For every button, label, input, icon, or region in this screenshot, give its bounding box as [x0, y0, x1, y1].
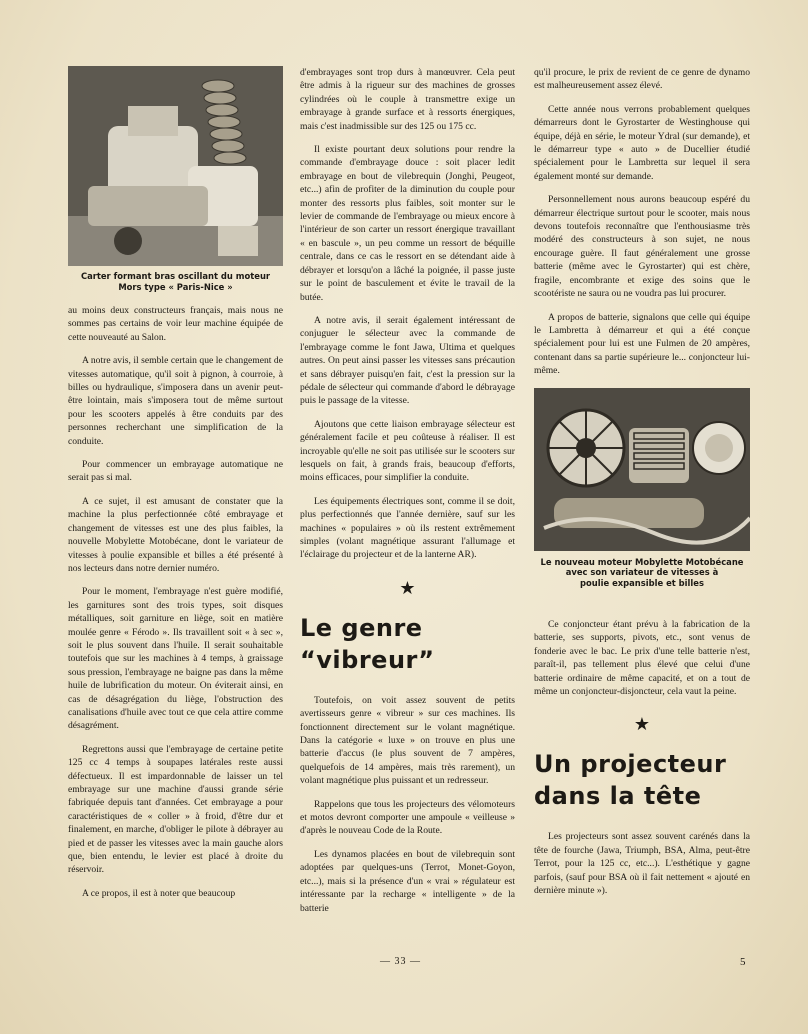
- column-2: [300, 66, 515, 925]
- caption-line-1: Le nouveau moteur Mobylette Motobécane avec son variateur de vitesses à: [540, 556, 744, 578]
- paragraph: qu'il procure, le prix de revient de ce genre de dynamo est malheureusement assez élevé.: [534, 67, 750, 92]
- paragraph: A ce propos, il est à noter que beaucoup: [82, 887, 236, 899]
- section-heading-vibreur: [300, 612, 515, 676]
- star-ornament: ★: [633, 714, 651, 735]
- paragraph: Pour commencer un embrayage automatique ne serait pas si mal.: [68, 459, 283, 484]
- photo-caption-mobylette: [534, 557, 750, 589]
- photo-caption-mors: [68, 271, 283, 292]
- paragraph: A propos de batterie, signalons que celle qui équipe le Lambretta à démarreur et qui a été conçue spécialement pour lui est une Fulmen de 20 ampères, contenant dans sa partie supérieure le... conjoncteur lui-même.: [534, 311, 750, 377]
- paragraph: Les dynamos placées en bout de vilebrequin sont adoptées par quelques-uns (Terrot, Monet-Goyon, etc...), mais si la présence d'un « vrai » régulateur est intéressante par la recharge « intelligente » de la batterie: [300, 848, 515, 914]
- column-3: [534, 66, 750, 908]
- paragraph: Pour le moment, l'embrayage n'est guère modifié, les garnitures sont des trois types, soit disques métalliques, soit garniture en liège, soit en matière moulée genre « Férodo ». Ils travaillent soit « à sec », soit le plus souvent dans l'huile. Il serait souhaitable toutefois que sur les machines à 4 temps, à graissage sous pression, l'embrayage ne baigne pas dans la même huile de lubrification du moteur. On éviterait ainsi, en cas de désagrégation du liège, l'obstruction des canalisations d'huile avec tout ce que cela attire comme désagrément.: [68, 586, 283, 732]
- mobylette-engine-illustration: [534, 388, 750, 551]
- heading-line-1: Un projecteur: [534, 750, 727, 779]
- caption-line-2: poulie expansible et billes: [580, 577, 704, 588]
- paragraph: Les projecteurs sont assez souvent carénés dans la tête de fourche (Jawa, Triumph, BSA, Alma, peut-être Terrot, pour la 125 cc, etc...). L'esthétique y gagne parfois, (sauf pour BSA où il fait nettement « ajouté en dernière minute »).: [534, 831, 750, 897]
- engine-illustration: [68, 66, 283, 266]
- paragraph: Il existe pourtant deux solutions pour rendre la commande d'embrayage douce : soit placer ledit embrayage en bout de vilebrequin (Jonghi, Peugeot, etc...) afin de profiter de la diminution du couple pour monter des ressorts plus faibles, soit monter sur le levier de commande de l'embrayage ou mieux encore à l'intérieur de son carter un ressort énergique travaillant « en bascule », un peu comme un ressort de béquille centrale, dans ce cas le ressort en se détendant aide à débrayer et lorsqu'on a lâché la poignée, il passe juste sur le point de basculement et évite le travail de la butée.: [300, 144, 515, 303]
- page-number: 5: [740, 956, 746, 968]
- paragraph: Ce conjoncteur étant prévu à la fabrication de la batterie, ses supports, pivots, etc., sont venus de fonderie avec le bac. Le prix d'une telle batterie n'est, paraît-il, pas tellement plus élevé que celui d'une batterie ordinaire de même capacité, et on a tout de même un conjoncteur-disjoncteur, cela vaut la peine.: [534, 619, 750, 698]
- heading-line-2: “vibreur”: [300, 645, 435, 674]
- engine-photo-mors: [68, 66, 283, 266]
- paragraph: A ce sujet, il est amusant de constater que la machine la plus perfectionnée côté embrayage et changement de vitesses est une des plus faibles, la nouvelle Mobylette Motobécane, dont le variateur de vitesses à poulie expansible et billes a été présenté à nos lecteurs dans notre dernier numéro.: [68, 495, 283, 574]
- paragraph: Toutefois, on voit assez souvent de petits avertisseurs genre « vibreur » sur ces machines. Ils fonctionnent directement sur le volant magnétique. Dans la catégorie « luxe » on trouve en plus une batterie d'accus (le plus souvent de 7 ampères, quelquefois de 14 ampères, mais très rarement), un volant magnétique plus puissant et un redresseur.: [300, 694, 515, 787]
- folio: — 33 —: [380, 956, 421, 967]
- caption-line-1: Carter formant bras oscillant du moteur: [80, 271, 271, 281]
- paragraph: au moins deux constructeurs français, mais nous ne sommes pas certains de voir leur machine équipée de cette nouveauté au Salon.: [68, 305, 283, 343]
- paragraph: Personnellement nous aurons beaucoup espéré du démarreur électrique surtout pour le scooter, mais nous devons toutefois reconnaître que l'enthousiasme très modéré des constructeurs à son sujet, ne nous encourage guère. Il faut généralement une grosse batterie (même avec le Gyrostarter) qui est chère, fragile, encombrante et exige des soins que le scootériste ne saura ou ne voudra pas lui procurer.: [534, 194, 750, 300]
- section-heading-projecteur: [534, 748, 750, 812]
- caption-line-2: Mors type « Paris-Nice »: [118, 281, 233, 292]
- column-1: [68, 66, 283, 910]
- paragraph: Rappelons que tous les projecteurs des vélomoteurs et motos devront comporter une ampoule « veilleuse » d'après le nouveau Code de la Route.: [300, 798, 515, 837]
- heading-line-1: Le genre: [300, 613, 423, 642]
- paragraph: Les équipements électriques sont, comme il se doit, plus perfectionnés que l'année dernière, sauf sur les machines « populaires » où ils restent extrêmement simples (volant magnétique assurant l'allumage et l'éclairage du projecteur et de la lanterne AR).: [300, 495, 515, 561]
- paragraph: d'embrayages sont trop durs à manœuvrer. Cela peut être admis à la rigueur sur des machines de grosses cylindrées où le couple à transmettre exige un embrayage à grande surface et à ressorts énergiques, mais c'est inadmissible sur des 125 ou 175 cc.: [300, 67, 515, 132]
- paragraph: Regrettons aussi que l'embrayage de certaine petite 125 cc 4 temps à soupapes latérales reste aussi défectueux. Il est impardonnable de laisser un tel embrayage sur une machine d'aussi grande série fabriquée depuis tant d'années. Cet embrayage a pour caractéristiques de « coller » à froid, d'être dur et finalement, en marche, d'obliger le pilote à débrayer au pied et de passer les vitesses avec la main gauche alors que, bien entendu, le levier est placé à droite du réservoir.: [68, 743, 283, 876]
- star-ornament: ★: [399, 577, 416, 598]
- paragraph: A notre avis, il serait également intéressant de conjuguer le sélecteur avec la commande de l'embrayage comme le font Jawa, Ultima et quelques autres. On peut ainsi passer les vitesses sans précaution et sans débrayer puisqu'en fait, c'est la pression sur la pédale de sélecteur qui commande d'abord le débrayage puis le passage de la vitesse.: [300, 314, 515, 407]
- heading-line-2: dans la tête: [534, 782, 702, 811]
- paragraph: Cette année nous verrons probablement quelques démarreurs dont le Gyrostarter de Westinghouse qui équipe, déjà en série, le moteur Ydral (sur demande), et le démarreur type « auto » de Ducellier étudié spécialement pour le Lambretta sur lequel il sera également monté sur demande.: [534, 103, 750, 182]
- paragraph: Ajoutons que cette liaison embrayage sélecteur est généralement facile et peu coûteuse à réaliser. Il est incroyable qu'elle ne soit pas utilisée sur le scooters sur lesquels on fait, à grands frais, beaucoup d'efforts, moins efficaces, pour simplifier la conduite.: [300, 418, 515, 484]
- engine-photo-mobylette: [534, 388, 750, 551]
- paragraph: A notre avis, il semble certain que le changement de vitesses automatique, qu'il soit à pignon, à courroie, à billes ou hydraulique, s'imposera dans un avenir peut-être lointain, mais s'imposera tout de même surtout pour les scooters appelés à être conduits par des personnes recherchant une simplification de la conduite.: [68, 355, 283, 447]
